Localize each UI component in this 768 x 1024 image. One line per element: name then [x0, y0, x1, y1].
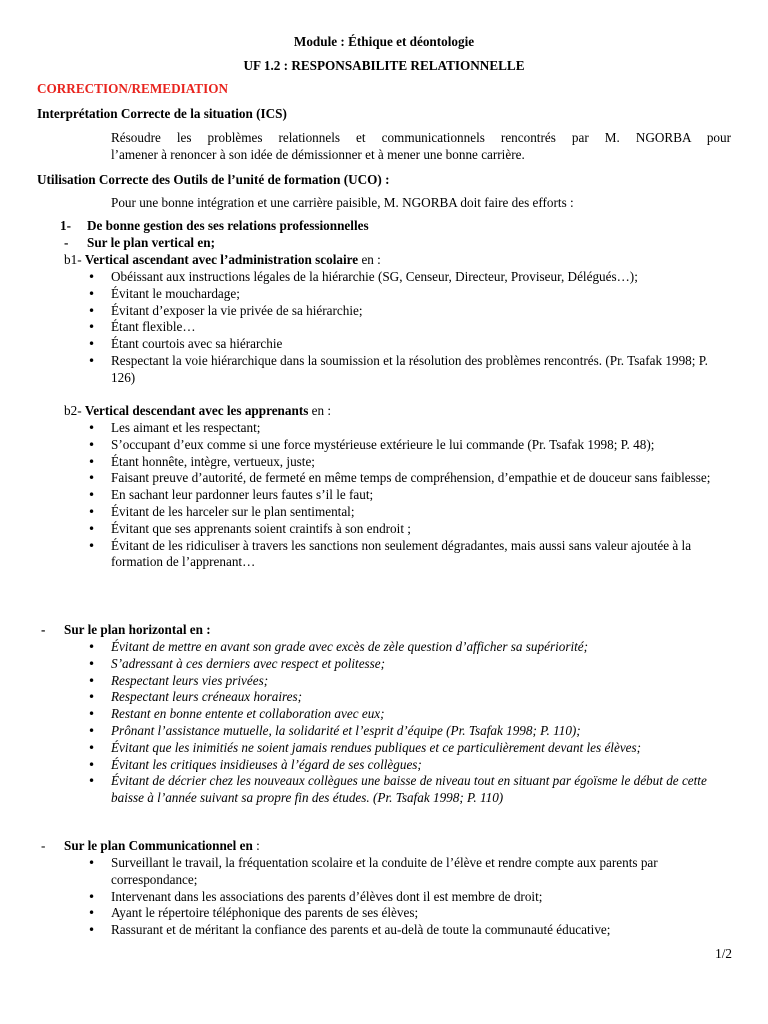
list-item: • Évitant de mettre en avant son grade avec excès de zèle question d’afficher sa supériorité; — [87, 639, 733, 656]
b2-list — [87, 420, 733, 571]
communicationnel-dash: - — [41, 838, 46, 853]
b2-heading — [64, 403, 331, 420]
vertical-plan-title: Sur le plan vertical en; — [87, 235, 215, 250]
list-item: • Évitant que ses apprenants soient craintifs à son endroit ; — [87, 521, 733, 538]
list-item: • S’occupant d’eux comme si une force mystérieuse extérieure le lui commande (Pr. Tsafak 1998; P. 48); — [87, 437, 733, 454]
communicationnel-plan-title: Sur le plan Communicationnel en — [64, 838, 253, 853]
module-title: Module : Éthique et déontologie — [293, 34, 475, 49]
ics-heading: Interprétation Correcte de la situation (ICS) — [37, 106, 287, 121]
list-item: • Évitant le mouchardage; — [87, 286, 733, 303]
uf-title: UF 1.2 : RESPONSABILITE RELATIONNELLE — [243, 58, 525, 73]
horizontal-plan-title: Sur le plan horizontal en : — [64, 622, 211, 637]
list-item: • Évitant les critiques insidieuses à l’égard de ses collègues; — [87, 757, 733, 774]
horizontal-dash: - — [41, 622, 46, 637]
list-item: • Respectant leurs vies privées; — [87, 673, 733, 690]
ics-text-line-1: Résoudre les problèmes relationnels et communicationnels rencontrés par M. NGORBA pour — [111, 130, 731, 145]
list-item: • Respectant leurs créneaux horaires; — [87, 689, 733, 706]
b1-suffix: en : — [358, 252, 381, 267]
b1-list — [87, 269, 733, 387]
list-item: • Respectant la voie hiérarchique dans la soumission et la résolution des problèmes rencontrés. (Pr. Tsafak 1998; P. 126) — [87, 353, 733, 387]
list-item: • Évitant d’exposer la vie privée de sa hiérarchie; — [87, 303, 733, 320]
correction-heading: CORRECTION/REMEDIATION — [37, 81, 228, 96]
section-1-number: 1- — [60, 218, 71, 233]
list-item: • Restant en bonne entente et collaboration avec eux; — [87, 706, 733, 723]
communicationnel-suffix: : — [252, 838, 260, 853]
list-item: • Évitant que les inimitiés ne soient jamais rendues publiques et ce particulièrement devant les élèves; — [87, 740, 733, 757]
list-item: • Faisant preuve d’autorité, de fermeté en même temps de compréhension, d’empathie et de douceur sans faiblesse; — [87, 470, 733, 487]
list-item: • Évitant de les harceler sur le plan sentimental; — [87, 504, 733, 521]
section-1-title: De bonne gestion des ses relations professionnelles — [87, 218, 369, 233]
list-item: • Évitant de décrier chez les nouveaux collègues une baisse de niveau tout en situant par égoïsme le début de cette baisse à l’année suivant sa propre fin des études. (Pr. Tsafak 1998; P. 110) — [87, 773, 733, 807]
list-item: • Évitant de les ridiculiser à travers les sanctions non seulement dégradantes, mais aussi sans valeur ajoutée à la formation de l’apprenant… — [87, 538, 733, 572]
vertical-dash: - — [64, 235, 69, 250]
uco-intro: Pour une bonne intégration et une carrière paisible, M. NGORBA doit faire des efforts : — [111, 195, 574, 210]
list-item: • Prônant l’assistance mutuelle, la solidarité et l’esprit d’équipe (Pr. Tsafak 1998; P. 110); — [87, 723, 733, 740]
list-item: • Étant flexible… — [87, 319, 733, 336]
b2-suffix: en : — [308, 403, 332, 418]
b1-heading — [64, 252, 381, 269]
list-item: • Obéissant aux instructions légales de la hiérarchie (SG, Censeur, Directeur, Proviseur, Délégués…); — [87, 269, 733, 286]
list-item: • Les aimant et les respectant; — [87, 420, 733, 437]
ics-text-line-2: l’amener à renoncer à son idée de démissionner et à mener une bonne carrière. — [111, 147, 525, 162]
page-number: 1/2 — [715, 946, 732, 961]
uco-heading: Utilisation Correcte des Outils de l’unité de formation (UCO) : — [37, 172, 390, 187]
list-item: • Intervenant dans les associations des parents d’élèves dont il est membre de droit; — [87, 889, 733, 906]
list-item: • Étant honnête, intègre, vertueux, juste; — [87, 454, 733, 471]
list-item: • S’adressant à ces derniers avec respect et politesse; — [87, 656, 733, 673]
b1-label: b1- — [64, 252, 82, 267]
b2-title: Vertical descendant avec les apprenants — [84, 403, 309, 418]
communicationnel-heading — [64, 838, 260, 855]
communicationnel-list — [87, 855, 733, 939]
list-item: • Ayant le répertoire téléphonique des parents de ses élèves; — [87, 905, 733, 922]
horizontal-list — [87, 639, 733, 807]
list-item: • Surveillant le travail, la fréquentation scolaire et la conduite de l’élève et rendre compte aux parents par correspondance; — [87, 855, 733, 889]
b2-label: b2- — [64, 403, 82, 418]
list-item: • Étant courtois avec sa hiérarchie — [87, 336, 733, 353]
b1-title: Vertical ascendant avec l’administration scolaire — [84, 252, 359, 267]
list-item: • En sachant leur pardonner leurs fautes s’il le faut; — [87, 487, 733, 504]
list-item: • Rassurant et de méritant la confiance des parents et au-delà de toute la communauté éducative; — [87, 922, 733, 939]
